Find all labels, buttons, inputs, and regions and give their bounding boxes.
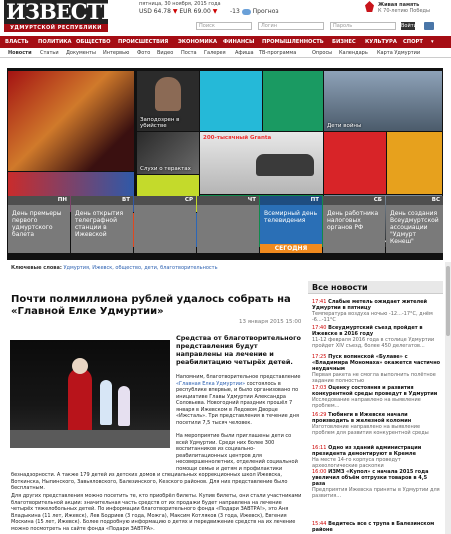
- cloud-icon: [242, 9, 251, 15]
- usd-rate: USD 64.78: [139, 8, 171, 15]
- paragraph-text: Напомним, благотворительное представление: [176, 374, 301, 380]
- day-event: День создания Всеудмуртской ассоциации "Удмурт Кенеш": [390, 210, 439, 245]
- news-desc: Предприятия Ижевска приняты в Удмуртии для развития...: [312, 487, 440, 499]
- calendar-day-sun[interactable]: [386, 196, 443, 253]
- news-item[interactable]: [312, 412, 442, 436]
- day-label: ПТ: [260, 196, 322, 205]
- news-time: 16:11: [312, 445, 327, 451]
- down-arrow-icon: ▼: [172, 8, 178, 15]
- tab-photo[interactable]: Фото: [137, 50, 151, 56]
- news-desc: Температура воздуха ночью -12...-17°С, днём -6...-11°С: [312, 311, 433, 323]
- article-paragraph: [176, 374, 302, 426]
- paragraph-text: состоялось в республике впервые, и было организовано по инициативе Главы Удмуртии Александра Соловьева. Новогодний праздник прошёл 7 января в Ижевском в Ледовом Дворце «Ижсталь». Три представления в течение дня посетили 7,5 тысяч человек.: [176, 380, 299, 426]
- day-event: Всемирный день телевидения: [264, 210, 318, 224]
- site-logo[interactable]: ИЗВЕСТИЯ: [6, 0, 138, 24]
- day-label: СБ: [323, 196, 385, 205]
- nav-item[interactable]: ПРОИСШЕСТВИЯ: [118, 39, 169, 45]
- sidebar-title[interactable]: Все новости: [308, 281, 443, 294]
- article-paragraph: Для других представления можно посетить те, кто приобрёл билеты. Купив билеты, они стали участниками благотворительной акции: значительная часть средств от их продажи будет направлена на лечение четырёх тяжелобольных детей. По информации благотворительного фонда «Подари ЗАВТРА!», это Аня Владыкина (11 лет, Ижевск), Лев Бодриев (3 года, Можга), Максим Котляков (3 года, Ижевск), Евгения Москина (15 лет, Ижевск). Более подробную информацию о детях и передвижение средств на их лечение можно посмотреть на сайте фонда «Подари ЗАВТРА».: [11, 493, 302, 532]
- calendar-day-wed[interactable]: [134, 196, 196, 253]
- mosaic-tile[interactable]: [200, 71, 262, 131]
- tab-polls[interactable]: Опросы: [312, 50, 333, 56]
- news-desc: 11-12 февраля 2016 года в столице Удмуртии пройдет XIV съезд, более 450 делегатов...: [312, 337, 435, 349]
- news-item[interactable]: [312, 469, 442, 499]
- mosaic-tile-war-children[interactable]: [324, 71, 442, 131]
- news-item[interactable]: [312, 521, 442, 533]
- article-title: Почти полмиллиона рублей удалось собрать на «Главной Елке Удмуртии»: [11, 294, 291, 317]
- calendar-day-tue[interactable]: [71, 196, 133, 253]
- article-paragraph: безнадзорности. А также 179 детей из детских домов и специальных коррекционных школ Ижевска, Воткинска, Ныпинского, Завьяловского, Балезинского, Кезского районов. Для них представление было бесплатным.: [11, 472, 288, 491]
- article-date: 13 января 2015 15:00: [239, 319, 302, 325]
- currency-rates: [139, 8, 217, 15]
- keywords-label: Ключевые слова:: [11, 265, 62, 271]
- news-headline[interactable]: ИЗМЗ «Купол» с начала 2015 года увеличил объём отгрузки товаров в 4,5 раза: [312, 469, 429, 487]
- victory-banner[interactable]: [378, 2, 430, 14]
- section-nav: [0, 48, 451, 58]
- main-tree-link[interactable]: «Главная Елка Удмуртии»: [176, 380, 246, 387]
- tab-calendar[interactable]: Календарь: [339, 50, 368, 56]
- tab-news[interactable]: Новости: [8, 50, 32, 56]
- nav-item[interactable]: ЭКОНОМИКА: [178, 39, 217, 45]
- victory-medal-icon: [365, 1, 374, 12]
- login-button[interactable]: Войти: [401, 23, 417, 29]
- tab-video[interactable]: Видео: [157, 50, 174, 56]
- news-time: 17:03: [312, 385, 327, 391]
- news-time: 16:00: [312, 469, 327, 475]
- mosaic-tile[interactable]: [387, 132, 442, 194]
- article-area: [7, 262, 443, 534]
- eur-rate: EUR 69.00: [179, 8, 211, 15]
- calendar-day-thu[interactable]: [197, 196, 259, 253]
- day-label: ПН: [8, 196, 70, 205]
- current-date: пятница, 30 ноября, 2015 года: [139, 1, 221, 7]
- news-item[interactable]: [312, 385, 442, 409]
- password-field[interactable]: Пароль: [330, 22, 396, 30]
- mosaic-caption: Слухи о терактах: [140, 166, 191, 172]
- news-item[interactable]: [312, 354, 442, 384]
- news-desc: На месте 14-го корпуса проведут археологические раскопки: [312, 457, 401, 469]
- mosaic-tile-festival[interactable]: [8, 71, 134, 171]
- main-nav: [0, 36, 451, 48]
- victory-line-1: Живая память: [378, 2, 420, 8]
- calendar-day-sat[interactable]: [323, 196, 385, 253]
- nav-item[interactable]: ПРОМЫШЛЕННОСТЬ: [262, 39, 324, 45]
- news-time: 15:44: [312, 521, 327, 527]
- victory-line-2: К 70-летию Победы: [378, 8, 430, 14]
- mosaic-caption: Дети войны: [327, 123, 362, 129]
- day-event: День работника налоговых органов РФ: [327, 210, 379, 231]
- news-headline[interactable]: Ведитесь все с трупа в Балезинском районе: [312, 521, 435, 533]
- news-desc: Изготовление направлено на выявление проблем для развития конкурентной среды: [312, 424, 429, 436]
- weather-widget[interactable]: [230, 8, 279, 15]
- tab-interviews[interactable]: Интервью: [103, 50, 130, 56]
- mosaic-tile-suspect[interactable]: [137, 71, 199, 131]
- news-headline[interactable]: Оценку состояния и развития конкурентной среды проведут в Удмуртии: [312, 385, 438, 397]
- temperature: -13: [230, 8, 240, 15]
- news-time: 17:41: [312, 299, 327, 305]
- mosaic-tile-granta[interactable]: [200, 132, 323, 194]
- news-headline[interactable]: Одно из зданий администрации президента демонтируют в Кремле: [312, 445, 422, 457]
- news-headline[interactable]: Тюбинги в Ижевске начали производить в железной коломин: [312, 412, 412, 424]
- news-desc: Исследование направлено на выявление проблем...: [312, 397, 421, 409]
- article-lead: Средства от благотворительного представления будут направлены на лечение и реабилитацию четырёх детей.: [176, 334, 301, 366]
- nav-item[interactable]: БИЗНЕС: [332, 39, 356, 45]
- nav-item[interactable]: СПОРТ: [403, 39, 423, 45]
- news-sidebar: [308, 281, 443, 534]
- tab-documents[interactable]: Документы: [66, 50, 96, 56]
- day-label: ЧТ: [197, 196, 259, 205]
- login-field[interactable]: Логин: [258, 22, 324, 30]
- news-headline[interactable]: Пуск вопинской «Булаве» с «Владимира Мономаха» окажется частично неудачным: [312, 354, 441, 372]
- news-desc: Первая ракета не смогла выполнить полётное задание полностью: [312, 372, 436, 384]
- mosaic-caption: 200-тысячный Granta: [203, 135, 272, 141]
- news-headline[interactable]: Слабые метель ожидает жителей Удмуртии в пятницу: [312, 299, 428, 311]
- day-label: ВС: [386, 196, 443, 205]
- today-badge: СЕГОДНЯ: [260, 244, 322, 253]
- article-paragraph: На мероприятие были приглашены дети со всей Удмуртии. Среди них более 300 воспитанников из социально-реабилитационных центров для несовершеннолетних, отделений социальной помощи семье и детям и профилактики: [176, 433, 298, 472]
- mosaic-tile[interactable]: [324, 132, 386, 194]
- day-label: СР: [134, 196, 196, 205]
- keywords: [11, 265, 218, 271]
- news-time: 17:25: [312, 354, 327, 360]
- page-scrollbar[interactable]: [445, 262, 451, 534]
- article-photo[interactable]: [10, 340, 170, 448]
- news-item[interactable]: [312, 299, 442, 323]
- news-time: 16:29: [312, 412, 327, 418]
- news-item[interactable]: [312, 325, 442, 349]
- nav-item[interactable]: ФИНАНСЫ: [223, 39, 255, 45]
- mosaic-tile-rumors[interactable]: [137, 132, 199, 174]
- tab-afisha[interactable]: Афиша: [235, 50, 254, 56]
- site-header: [0, 0, 451, 36]
- day-label: ВТ: [71, 196, 133, 205]
- site-search-input[interactable]: Поиск: [196, 22, 252, 30]
- calendar-day-mon[interactable]: [8, 196, 70, 253]
- nav-item[interactable]: ВЛАСТЬ: [5, 39, 29, 45]
- nav-item[interactable]: ПОЛИТИКА: [38, 39, 72, 45]
- vk-icon[interactable]: [424, 22, 434, 30]
- mosaic-caption: Заподозрен в убийстве: [140, 117, 180, 129]
- news-item[interactable]: [312, 445, 442, 469]
- keywords-links[interactable]: Удмуртия, Ижевск, общество, дети, благотворительность: [63, 265, 218, 271]
- calendar-day-fri[interactable]: [260, 196, 322, 253]
- tab-gallery[interactable]: Галерея: [204, 50, 226, 56]
- down-arrow-icon: ▼: [212, 8, 218, 15]
- news-headline[interactable]: Всеудмуртский съезд пройдет в Ижевске в 2016 году: [312, 325, 423, 337]
- scrollbar-thumb[interactable]: [446, 266, 450, 336]
- nav-item[interactable]: КУЛЬТУРА: [365, 39, 397, 45]
- tab-map[interactable]: Карта Удмуртии: [377, 50, 421, 56]
- nav-item[interactable]: ОБЩЕСТВО: [76, 39, 111, 45]
- day-event: День открытия телеграфной станции в Ижевской: [75, 210, 124, 238]
- chevron-down-icon[interactable]: ▾: [431, 39, 434, 45]
- news-time: 17:40: [312, 325, 327, 331]
- day-event: День премьеры первого удмуртского балета: [12, 210, 62, 238]
- tab-tv[interactable]: ТВ-программа: [259, 50, 297, 56]
- mosaic-tile[interactable]: [263, 71, 323, 131]
- site-logo-subtitle: УДМУРТСКОЙ РЕСПУБЛИКИ: [4, 24, 108, 32]
- weather-forecast-link[interactable]: Прогноз: [252, 8, 279, 15]
- tab-posta[interactable]: Поста: [181, 50, 197, 56]
- tab-articles[interactable]: Статьи: [40, 50, 59, 56]
